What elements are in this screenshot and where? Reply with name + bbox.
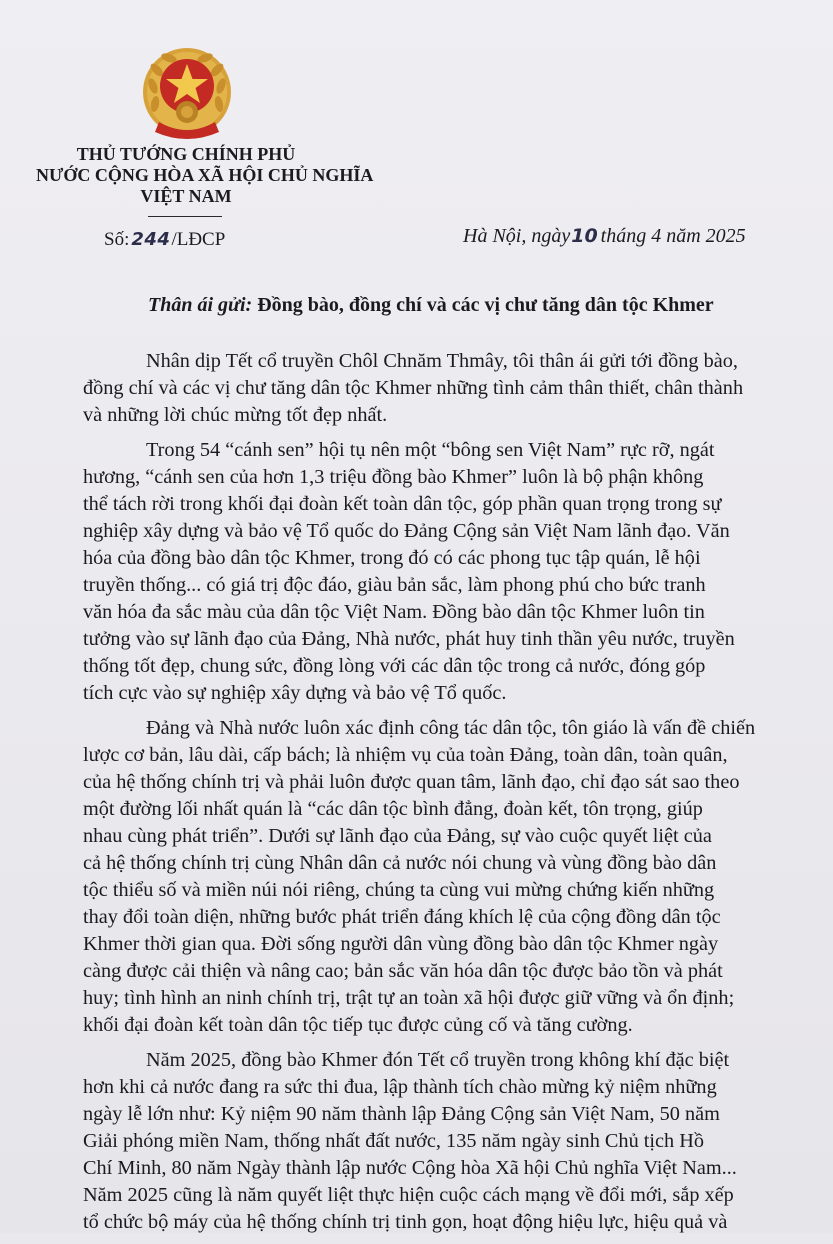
date-suffix: tháng 4 năm 2025 — [600, 225, 746, 247]
text-line: một đường lối nhất quán là “các dân tộc bình đẳng, đoàn kết, tôn trọng, giúp — [83, 798, 703, 820]
national-emblem-icon — [141, 46, 233, 140]
paragraph — [83, 437, 795, 707]
text-line: Năm 2025, đồng bào Khmer đón Tết cổ truyền trong không khí đặc biệt — [146, 1049, 730, 1071]
text-line: đồng chí và các vị chư tăng dân tộc Khmer những tình cảm thân thiết, chân thành — [83, 377, 744, 399]
header-divider — [148, 216, 222, 217]
text-line: và những lời chúc mừng tốt đẹp nhất. — [83, 404, 388, 426]
text-line: huy; tình hình an ninh chính trị, trật tự an toàn xã hội được giữ vững và ổn định; — [83, 987, 735, 1009]
text-line: lược cơ bản, lâu dài, cấp bách; là nhiệm vụ của toàn Đảng, toàn dân, toàn quân, — [83, 744, 728, 766]
text-line: thể tách rời trong khối đại đoàn kết toàn dân tộc, góp phần quan trọng trong sự — [83, 493, 722, 515]
text-line: của hệ thống chính trị và phải luôn được quan tâm, lãnh đạo, chỉ đạo sát sao theo — [83, 771, 740, 793]
date-line — [463, 225, 746, 248]
text-line: thống tốt đẹp, chung sức, đồng lòng với các dân tộc trong cả nước, đóng góp — [83, 655, 706, 677]
text-line: Năm 2025 cũng là năm quyết liệt thực hiện cuộc cách mạng về đổi mới, sắp xếp — [83, 1184, 734, 1206]
doc-no-prefix: Số: — [104, 229, 130, 250]
document-number — [104, 229, 225, 251]
date-prefix: Hà Nội, ngày — [463, 225, 571, 247]
letter-body — [83, 348, 795, 1244]
text-line: Giải phóng miền Nam, thống nhất đất nước, 135 năm ngày sinh Chủ tịch Hồ — [83, 1130, 705, 1152]
text-line: hơn khi cả nước đang ra sức thi đua, lập thành tích chào mừng kỷ niệm những — [83, 1076, 717, 1098]
text-line: tích cực vào sự nghiệp xây dựng và bảo vệ Tổ quốc. — [83, 682, 507, 704]
text-line: nhau cùng phát triển”. Dưới sự lãnh đạo của Đảng, sự vào cuộc quyết liệt của — [83, 825, 712, 847]
text-line: hóa của đồng bào dân tộc Khmer, trong đó có các phong tục tập quán, lễ hội — [83, 547, 701, 569]
text-line: ngày lễ lớn như: Kỷ niệm 90 năm thành lập Đảng Cộng sản Việt Nam, 50 năm — [83, 1103, 720, 1125]
paragraph — [83, 1047, 795, 1236]
text-line: hương, “cánh sen của hơn 1,3 triệu đồng bào Khmer” luôn là bộ phận không — [83, 466, 704, 488]
issuing-authority — [36, 144, 374, 207]
text-line: khối đại đoàn kết toàn dân tộc tiếp tục được củng cố và tăng cường. — [83, 1014, 633, 1036]
text-line: nghiệp xây dựng và bảo vệ Tổ quốc do Đảng Cộng sản Việt Nam lãnh đạo. Văn — [83, 520, 730, 542]
doc-no-handwritten: 244 — [131, 229, 171, 250]
text-line: càng được cải thiện và nâng cao; bản sắc văn hóa dân tộc được bảo tồn và phát — [83, 960, 723, 982]
text-line: thay đổi toàn diện, những bước phát triển đáng khích lệ của cộng đồng dân tộc — [83, 906, 721, 928]
text-line: tổ chức bộ máy của hệ thống chính trị tinh gọn, hoạt động hiệu lực, hiệu quả và — [83, 1211, 728, 1233]
text-line: Nhân dịp Tết cổ truyền Chôl Chnăm Thmây, tôi thân ái gửi tới đồng bào, — [146, 350, 738, 372]
issuer-line: VIỆT NAM — [140, 186, 232, 206]
greeting-recipients: Đồng bào, đồng chí và các vị chư tăng dân tộc Khmer — [257, 294, 714, 316]
text-line: Đảng và Nhà nước luôn xác định công tác dân tộc, tôn giáo là vấn đề chiến — [146, 717, 756, 739]
text-line: Trong 54 “cánh sen” hội tụ nên một “bông sen Việt Nam” rực rỡ, ngát — [146, 439, 715, 461]
issuer-line: NƯỚC CỘNG HÒA XÃ HỘI CHỦ NGHĨA — [36, 165, 374, 185]
issuer-line: THỦ TƯỚNG CHÍNH PHỦ — [76, 144, 296, 164]
text-line: tộc thiểu số và miền núi nói riêng, chúng ta cùng vui mừng chứng kiến những — [83, 879, 715, 901]
text-line: tưởng vào sự lãnh đạo của Đảng, Nhà nước, phát huy tinh thần yêu nước, truyền — [83, 628, 735, 650]
greeting-lead: Thân ái gửi: — [148, 294, 253, 316]
text-line: Chí Minh, 80 năm Ngày thành lập nước Cộng hòa Xã hội Chủ nghĩa Việt Nam... — [83, 1157, 737, 1179]
paragraph — [83, 715, 795, 1039]
text-line: Khmer thời gian qua. Đời sống người dân vùng đồng bào dân tộc Khmer ngày — [83, 933, 719, 955]
text-line: văn hóa đa sắc màu của dân tộc Việt Nam. Đồng bào dân tộc Khmer luôn tin — [83, 601, 705, 623]
text-line: cả hệ thống chính trị cùng Nhân dân cả nước nói chung và vùng đồng bào dân — [83, 852, 717, 874]
doc-no-suffix: /LĐCP — [171, 229, 226, 250]
text-line: truyền thống... có giá trị độc đáo, giàu bản sắc, làm phong phú cho bức tranh — [83, 574, 706, 596]
paragraph — [83, 348, 795, 429]
greeting-line — [148, 294, 714, 317]
date-day-handwritten: 10 — [571, 225, 598, 247]
